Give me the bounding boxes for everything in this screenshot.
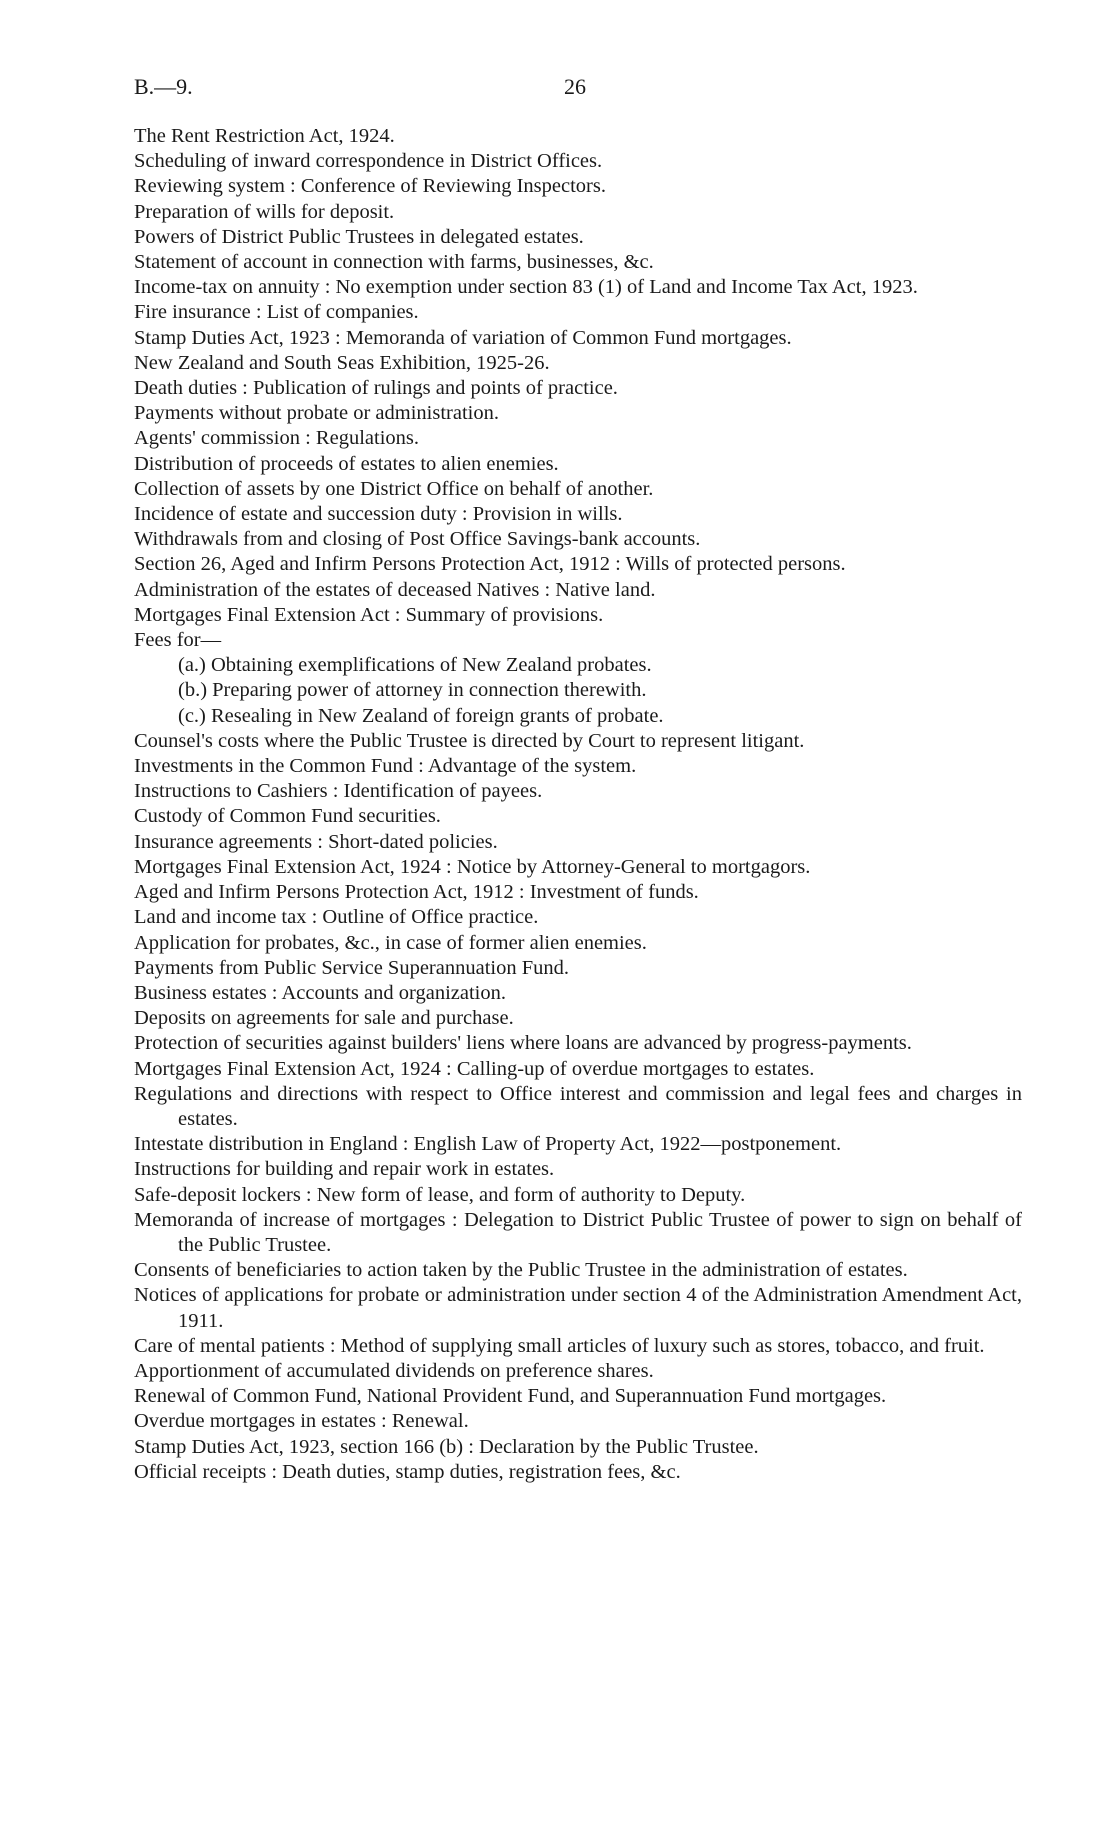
list-item: Income-tax on annuity : No exemption under section 83 (1) of Land and Income Tax Act, 1923. xyxy=(134,276,918,299)
list-item: Protection of securities against builders' liens where loans are advanced by progress-payments. xyxy=(134,1032,912,1055)
list-item: Application for probates, &c., in case of former alien enemies. xyxy=(134,931,647,954)
page-header xyxy=(134,74,1024,104)
list-item: Regulations and directions with respect to Office interest and commission and legal fees and charges in estates. xyxy=(134,1082,1022,1130)
list-item: Stamp Duties Act, 1923 : Memoranda of variation of Common Fund mortgages. xyxy=(134,326,792,349)
list-item: Memoranda of increase of mortgages : Delegation to District Public Trustee of power to sign on behalf of the Public Trustee. xyxy=(134,1208,1022,1256)
list-item: Land and income tax : Outline of Office practice. xyxy=(134,906,539,929)
list-item: Counsel's costs where the Public Trustee is directed by Court to represent litigant. xyxy=(134,729,805,752)
list-item: Statement of account in connection with farms, businesses, &c. xyxy=(134,251,654,274)
list-item: Payments from Public Service Superannuation Fund. xyxy=(134,956,569,979)
fees-heading: Fees for— xyxy=(134,629,222,652)
circulars-list xyxy=(134,124,1022,1485)
page-number: 26 xyxy=(564,74,586,99)
list-item: Custody of Common Fund securities. xyxy=(134,805,441,828)
list-item: Safe-deposit lockers : New form of lease, and form of authority to Deputy. xyxy=(134,1183,746,1206)
list-item: Fire insurance : List of companies. xyxy=(134,301,419,324)
list-item: Consents of beneficiaries to action taken by the Public Trustee in the administration of estates. xyxy=(134,1259,908,1282)
list-item: Payments without probate or administration. xyxy=(134,402,499,425)
list-item: Notices of applications for probate or administration under section 4 of the Administration Amendment Act, 1911. xyxy=(134,1284,1022,1332)
list-item: Instructions for building and repair work in estates. xyxy=(134,1158,555,1181)
list-item: Distribution of proceeds of estates to alien enemies. xyxy=(134,452,559,475)
document-reference: B.—9. xyxy=(134,74,193,99)
list-item: Aged and Infirm Persons Protection Act, 1912 : Investment of funds. xyxy=(134,881,699,904)
list-item: Incidence of estate and succession duty : Provision in wills. xyxy=(134,503,623,526)
list-item: Mortgages Final Extension Act, 1924 : Calling-up of overdue mortgages to estates. xyxy=(134,1057,815,1080)
list-item: Powers of District Public Trustees in delegated estates. xyxy=(134,225,584,248)
list-item: Business estates : Accounts and organization. xyxy=(134,981,506,1004)
list-item: Official receipts : Death duties, stamp duties, registration fees, &c. xyxy=(134,1460,681,1483)
list-item: Care of mental patients : Method of supplying small articles of luxury such as stores, tobacco, and fruit. xyxy=(134,1334,985,1357)
list-item: Renewal of Common Fund, National Provident Fund, and Superannuation Fund mortgages. xyxy=(134,1385,887,1408)
list-item: Withdrawals from and closing of Post Office Savings-bank accounts. xyxy=(134,528,701,551)
list-item: Mortgages Final Extension Act : Summary of provisions. xyxy=(134,603,604,626)
list-item: Collection of assets by one District Office on behalf of another. xyxy=(134,477,654,500)
list-item: Preparation of wills for deposit. xyxy=(134,200,395,223)
list-item: The Rent Restriction Act, 1924. xyxy=(134,125,395,147)
list-item: Administration of the estates of deceased Natives : Native land. xyxy=(134,578,656,601)
list-item: Section 26, Aged and Infirm Persons Protection Act, 1912 : Wills of protected persons. xyxy=(134,553,846,576)
fees-subitem: (b.) Preparing power of attorney in connection therewith. xyxy=(178,679,647,702)
list-item: Agents' commission : Regulations. xyxy=(134,427,419,450)
list-item: Stamp Duties Act, 1923, section 166 (b) : Declaration by the Public Trustee. xyxy=(134,1435,759,1458)
fees-subitem: (c.) Resealing in New Zealand of foreign grants of probate. xyxy=(178,704,664,727)
list-item: Overdue mortgages in estates : Renewal. xyxy=(134,1410,469,1433)
list-item: Deposits on agreements for sale and purchase. xyxy=(134,1007,514,1030)
list-item: Death duties : Publication of rulings and points of practice. xyxy=(134,377,618,400)
list-item: Intestate distribution in England : English Law of Property Act, 1922—postponement. xyxy=(134,1133,842,1156)
list-item: Reviewing system : Conference of Reviewing Inspectors. xyxy=(134,175,606,198)
list-item: Mortgages Final Extension Act, 1924 : Notice by Attorney-General to mortgagors. xyxy=(134,855,811,878)
list-item: Scheduling of inward correspondence in District Offices. xyxy=(134,150,603,173)
fees-subitem: (a.) Obtaining exemplifications of New Zealand probates. xyxy=(178,654,652,677)
list-item: New Zealand and South Seas Exhibition, 1925-26. xyxy=(134,351,550,374)
list-item: Investments in the Common Fund : Advantage of the system. xyxy=(134,755,637,778)
list-item: Instructions to Cashiers : Identification of payees. xyxy=(134,780,543,803)
list-item: Apportionment of accumulated dividends on preference shares. xyxy=(134,1359,654,1382)
list-item: Insurance agreements : Short-dated policies. xyxy=(134,830,498,853)
